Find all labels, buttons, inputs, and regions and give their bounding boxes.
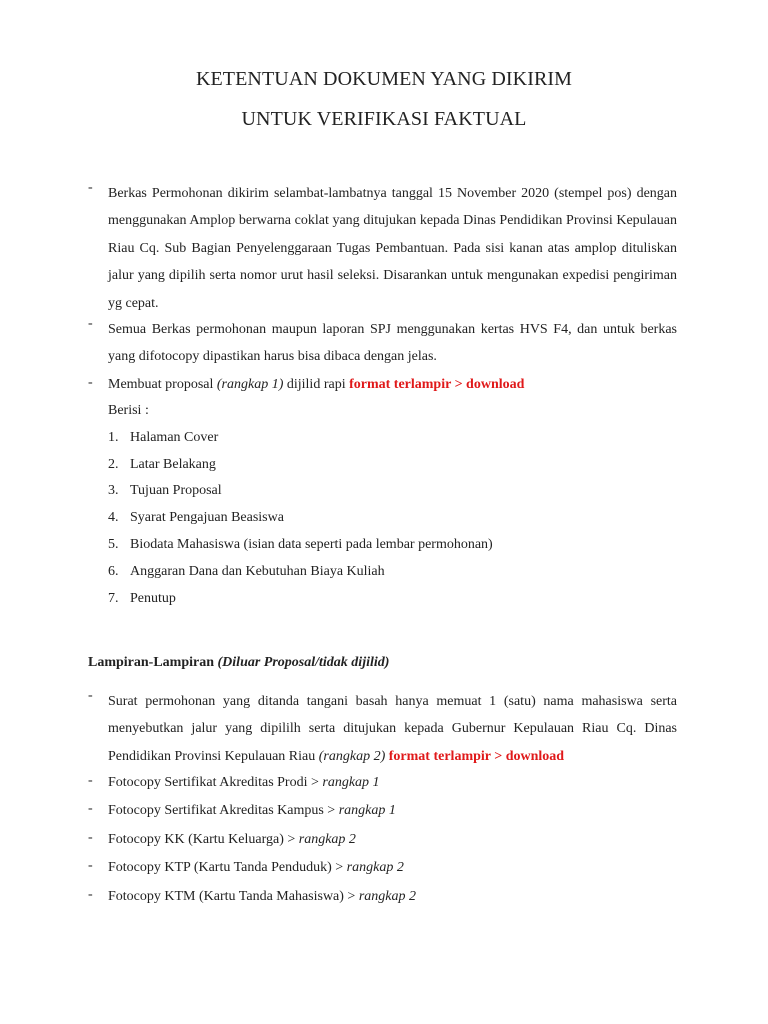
document-title-line1: KETENTUAN DOKUMEN YANG DIKIRIM <box>195 68 573 90</box>
fotocopy-text: Fotocopy Sertifikat Akreditas Prodi > <box>108 775 323 790</box>
fotocopy-rangkap: rangkap 2 <box>298 832 356 847</box>
numbered-item <box>108 430 218 446</box>
proposal-text: Membuat proposal <box>108 377 217 392</box>
item-text: Tujuan Proposal <box>130 483 222 498</box>
item-text: Halaman Cover <box>130 430 219 445</box>
item-number: 1. <box>108 430 119 445</box>
list-item <box>88 316 677 371</box>
heading-text: Lampiran-Lampiran <box>88 655 218 670</box>
berisi-label: Berisi : <box>108 403 149 418</box>
item-text: Biodata Mahasiswa (isian data seperti pada lembar permohonan) <box>130 537 493 552</box>
item-number: 2. <box>108 457 119 472</box>
fotocopy-rangkap: rangkap 2 <box>346 860 404 875</box>
bullet-text <box>108 375 677 395</box>
fotocopy-rangkap: rangkap 1 <box>338 803 396 818</box>
bullet-text: Semua Berkas permohonan maupun laporan SPJ menggunakan kertas HVS F4, dan untuk berkas yang difotocopy dipastikan harus bisa dibaca dengan jelas. <box>108 322 677 365</box>
bullet-text <box>108 801 677 821</box>
numbered-item <box>108 483 222 499</box>
bullet-dash: - <box>88 773 93 788</box>
section-heading <box>88 655 389 671</box>
bullet-dash: - <box>88 180 93 195</box>
item-number: 7. <box>108 591 119 606</box>
fotocopy-rangkap: rangkap 1 <box>322 775 380 790</box>
bullet-text: Berkas Permohonan dikirim selambat-lambatnya tanggal 15 November 2020 (stempel pos) dengan menggunakan Amplop berwarna coklat yang ditujukan kepada Dinas Pendidikan Provinsi Kepulauan Riau Cq. Sub Bagian Penyelenggaraan Tugas Pembantuan. Pada sisi kanan atas amplop dituliskan jalur yang dipilih serta nomor urut hasil seleksi. Disarankan untuk mengunakan expedisi pengiriman yg cepat. <box>108 186 677 311</box>
bullet-text <box>108 688 677 770</box>
fotocopy-text: Fotocopy KTM (Kartu Tanda Mahasiswa) > <box>108 889 359 904</box>
bullet-dash: - <box>88 830 93 845</box>
proposal-mid: dijilid rapi <box>283 377 350 392</box>
list-item <box>88 773 677 793</box>
bullet-dash: - <box>88 858 93 873</box>
fotocopy-text: Fotocopy KTP (Kartu Tanda Penduduk) > <box>108 860 347 875</box>
surat-rangkap: (rangkap 2) <box>318 748 386 764</box>
numbered-item <box>108 537 493 553</box>
bullet-text <box>108 887 677 907</box>
bullet-text <box>108 773 677 793</box>
bullet-dash: - <box>88 316 93 331</box>
item-number: 6. <box>108 564 119 579</box>
item-text: Anggaran Dana dan Kebutuhan Biaya Kuliah <box>130 564 385 579</box>
item-text: Syarat Pengajuan Beasiswa <box>130 510 284 525</box>
list-item <box>88 887 677 907</box>
list-item <box>88 801 677 821</box>
list-item <box>88 688 677 770</box>
download-link[interactable]: format terlampir > download <box>349 377 525 392</box>
surat-text: Surat permohonan yang ditanda tangani basah hanya memuat 1 (satu) nama mahasiswa serta menyebutkan jalur yang dipililh serta ditujukan kepada Gubernur Kepulauan Riau Cq. Dinas Pendidikan Provinsi Kepulauan Riau <box>108 694 677 764</box>
item-text: Penutup <box>130 591 176 606</box>
numbered-item <box>108 591 176 607</box>
fotocopy-text: Fotocopy Sertifikat Akreditas Kampus > <box>108 803 339 818</box>
proposal-rangkap: (rangkap 1) <box>216 377 284 392</box>
bullet-dash: - <box>88 375 93 390</box>
bullet-dash: - <box>88 887 93 902</box>
list-item <box>88 830 677 850</box>
bullet-text <box>108 858 677 878</box>
heading-italic: (Diluar Proposal/tidak dijilid) <box>217 655 390 670</box>
bullet-text <box>108 830 677 850</box>
fotocopy-text: Fotocopy KK (Kartu Keluarga) > <box>108 832 299 847</box>
list-item <box>88 858 677 878</box>
numbered-item <box>108 457 216 473</box>
item-number: 5. <box>108 537 119 552</box>
item-number: 4. <box>108 510 119 525</box>
download-link[interactable]: format terlampir > download <box>388 748 565 764</box>
item-number: 3. <box>108 483 119 498</box>
item-text: Latar Belakang <box>130 457 216 472</box>
document-title-line2: UNTUK VERIFIKASI FAKTUAL <box>241 108 527 130</box>
bullet-dash: - <box>88 688 93 703</box>
bullet-dash: - <box>88 801 93 816</box>
numbered-item <box>108 564 385 580</box>
numbered-item <box>108 510 284 526</box>
fotocopy-rangkap: rangkap 2 <box>358 889 417 904</box>
list-item <box>88 180 677 317</box>
list-item <box>88 375 677 395</box>
